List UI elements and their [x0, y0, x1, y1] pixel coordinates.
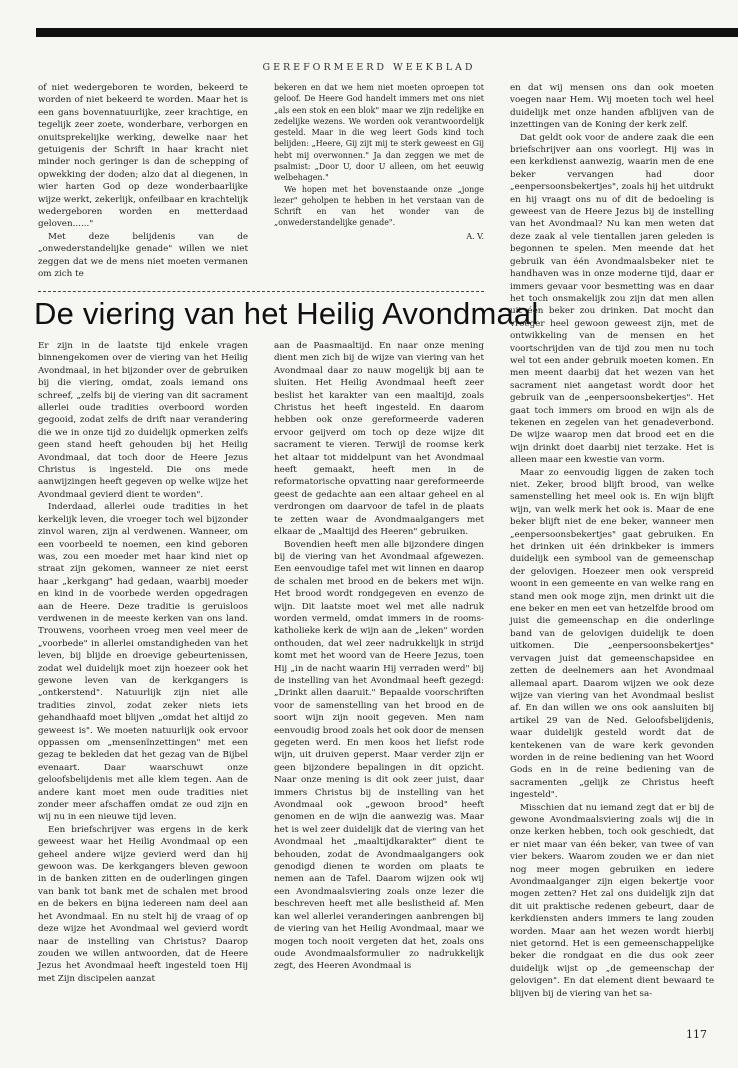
prev-article-column-2	[274, 82, 484, 242]
prev-article-column-1	[38, 82, 248, 282]
top-rule	[36, 28, 738, 37]
article-column-3	[510, 82, 714, 1022]
paragraph: Met deze belijdenis van de „onwederstandelijke genade" willen we niet zeggen dat we de mens niet moeten vermanen om zich te	[38, 231, 248, 280]
author-signature: A. V.	[466, 231, 484, 241]
paragraph: en dat wij mensen ons dan ook moeten voegen naar Hem. Wij moeten toch wel heel duidelijk met onze handen afblijven van de inzettingen van de Koning der kerk zelf.	[510, 83, 714, 131]
paragraph: Maar zo eenvoudig liggen de zaken toch niet. Zeker, brood blijft brood, van welke samenstelling het meel ook is. En wijn blijft wijn, van welk merk het ook is. Maar de ene beker blijft niet de ene beker, wanneer men „eenpersoonsbekertjes" gaat gebruiken. En het drinken uit één drinkbeker is immers duidelijk een symbool van de gemeenschap der gelovigen. Hoezeer men ook verspreid woont in een gemeente en van welke rang en stand men ook moge zijn, men drinkt uit die ene beker en men eet van hetzelfde brood om juist die gemeenschap en die onderlinge band van de gelovigen duidelijk te doen uitkomen. Die „eenpersoonsbekertjes" vervagen juist dat gemeenschapsidee en zetten de deelnemers aan het Avondmaal allemaal apart. Daarom wijzen we ook deze wijze van viering van het Avondmaal beslist af. En dan willen we ons ook aansluiten bij artikel 29 van de Ned. Geloofsbelijdenis, waar duidelijk gesteld wordt dat de kentekenen van de ware kerk gevonden worden in de reine bediening van het Woord Gods en in de reine bediening van de sacramenten „gelijk ze Christus heeft ingesteld".	[510, 467, 714, 801]
paragraph: Bovendien heeft men alle bijzondere dingen bij de viering van het Avondmaal afgewezen. Een eenvoudige tafel met wit linnen en daarop de schalen met brood en de bekers met wijn. Het brood wordt rondgegeven en evenzo de wijn. Dit laatste moet wel met alle nadruk worden vermeld, omdat immers in de rooms-katholieke kerk de wijn aan de „leken" worden onthouden, dat wel zeer nadrukkelijk in strijd komt met het woord van de Heere Jezus, toen Hij „in de nacht waarin Hij verraden werd" bij de instelling van het Avondmaal heeft gezegd: „Drinkt allen daaruit." Bepaalde voorschriften voor de samenstelling van het brood en de soort wijn zijn nooit gegeven. Men nam eenvoudig brood zoals het ook door de mensen gegeten werd. En men koos het liefst rode wijn, uit druiven geperst. Maar verder zijn er geen bijzondere bepalingen in dit opzicht. Naar onze mening is dit ook zeer juist, daar immers Christus bij de instelling van het Avondmaal ook „gewoon brood" heeft genomen en de wijn die aanwezig was. Maar het is wel zeer duidelijk dat de viering van het Avondmaal het „maaltijdkarakter" dient te behouden, zodat de Avondmaalgangers ook genodigd dienen te worden om plaats te nemen aan de Tafel. Daarom wijzen ook wij een Avondmaalsviering zoals onze lezer die beschreven heeft met alle beslistheid af. Men kan wel allerlei veranderingen aanbrengen bij de viering van het Heilig Avondmaal, maar we mogen toch nooit vergeten dat het, zoals ons oude Avondmaalsformulier zo nadrukkelijk zegt, des Heeren Avondmaal is	[274, 539, 484, 972]
paragraph: aan de Paasmaaltijd. En naar onze mening dient men zich bij de wijze van viering van het Avondmaal daar zo nauw mogelijk bij aan te sluiten. Het Heilig Avondmaal heeft zeer beslist het karakter van een maaltijd, zoals Christus het heeft ingesteld. En daarom hebben ook onze gereformeerde vaderen ervoor geijverd om toch op deze wijze dit sacrament te vieren. Terwijl de roomse kerk het altaar tot middelpunt van het Avondmaal heeft gemaakt, heeft men in de reformatorische opvatting naar gereformeerde geest de gedachte aan een altaar geheel en al verdrongen om daarvoor de tafel in de plaats te zetten waar de Avondmaalgangers met elkaar de „Maaltijd des Heeren" gebruiken.	[274, 341, 484, 538]
article-title: De viering van het Heilig Avondmaal	[34, 296, 539, 331]
paragraph: Er zijn in de laatste tijd enkele vragen binnengekomen over de viering van het Heilig Avondmaal, in het bijzonder over de gebruiken bij die viering, omdat, zoals iemand ons schreef, „zelfs bij de viering van dit sacrament allerlei oude tradities overboord worden gegooid, zodat zelfs de drift naar verandering die we in onze tijd zo duidelijk opmerken zelfs geen stand heeft gehouden bij het Heilig Avondmaal, dat toch door de Heere Jezus Christus is ingesteld. Die ons mede aanwijzingen heeft gegeven op welke wijze het Avondmaal gevierd dient te worden".	[38, 341, 248, 500]
paragraph: Dat geldt ook voor de andere zaak die een briefschrijver aan ons voorlegt. Hij was in een kerkdienst aanwezig, waarin men de ene beker vervangen had door „eenpersoonsbekertjes", zoals hij het uitdrukt en hij vraagt ons nu of dit de bedoeling is geweest van de Heere Jezus bij de instelling van het Avondmaal? Nu kan men weten dat deze zaak al vele tientallen jaren geleden is begonnen te spelen. Men meende dat het gebruik van één Avondmaalsbeker niet te handhaven was in onze moderne tijd, daar er immers gevaar voor besmetting was en daar het toch onsmakelijk zou zijn dat men allen uit één beker zou drinken. Dat mocht dan vroeger heel gewoon geweest zijn, met de ontwikkeling van de mensen en het voortschrijden van de tijd zou men nu toch wel tot een ander gebruik moeten komen. En men meent daarbij dat het wezen van het sacrament niet aangetast wordt door het gebruik van de „eenpersoonsbekertjes". Het gaat toch immers om brood en wijn als de tekenen en zegelen van het genadeverbond. De wijze waarop men dat brood eet en die wijn drinkt doet daarbij niet terzake. Het is alleen maar een kwestie van vorm.	[510, 132, 714, 466]
paragraph: We hopen met het bovenstaande onze „jonge lezer" geholpen te hebben in het verstaan van de Schrift en van het wonder van de „onwederstandelijke genade".	[274, 184, 484, 228]
paragraph: Een briefschrijver was ergens in de kerk geweest waar het Heilig Avondmaal op een geheel andere wijze gevierd werd dan hij gewoon was. De kerkgangers bleven gewoon in de banken zitten en de ouderlingen gingen van bank tot bank met de schalen met brood en de bekers en bijna iedereen nam deel aan het Avondmaal. En nu stelt hij de vraag of op deze wijze het Avondmaal wel gevierd wordt naar de instelling van Christus? Daarop zouden we willen antwoorden, dat de Heere Jezus het Avondmaal heeft ingesteld toen Hij met Zijn discipelen aanzat	[38, 824, 248, 984]
publication-header: GEREFORMEERD WEEKBLAD	[262, 62, 476, 73]
article-column-1	[38, 340, 248, 1042]
paragraph: bekeren en dat we hem niet moeten oproepen tot geloof. De Heere God handelt immers met ons niet „als een stok en een blok" maar we zijn redelijke en zedelijke wezens. We worden ook verantwoordelijk gesteld. Maar in die weg leert Gods kind toch belijden: „Heere, Gij zijt mij te sterk geweest en Gij hebt mij overwonnen." Ja dan zeggen we met de psalmist: „Door U, door U alleen, om het eeuwig welbehagen."	[274, 83, 484, 183]
paragraph: Inderdaad, allerlei oude tradities in het kerkelijk leven, die vroeger toch wel bijzonder zinvol waren, zijn al verdwenen. Wanneer, om een voorbeeld te noemen, een kind geboren was, zou een moeder met haar kind niet op straat zijn gekomen, wanneer ze niet eerst haar „kerkgang" had gedaan, waarbij moeder en kind in de voorbede werden opgedragen aan de Heere. Deze traditie is geruisloos verdwenen in de meeste kerken van ons land. Trouwens, voorheen vroeg men veel meer de „voorbede" in allerlei omstandigheden van het leven, bij blijde en droevige gebeurtenissen, zodat wel duidelijk moet zijn hoezeer ook het gewone leven van de kerkgangers is „ontkerstend". Natuurlijk zijn niet alle tradities zinvol, zodat zeker niets iets gehandhaafd moet blijven „omdat het altijd zo geweest is". We moeten natuurlijk ook ervoor oppassen om „mensenïnzettingen" met een gezag te bekleden dat het gezag van de Bijbel evenaart. Daar waarschuwt onze geloofsbelijdenis met alle klem tegen. Aan de andere kant moet men oude tradities niet zonder meer afschaffen omdat ze oud zijn en wij nu in een nieuwe tijd leven.	[38, 502, 248, 823]
article-divider	[38, 291, 484, 292]
page-number: 117	[686, 1028, 707, 1041]
article-column-2	[274, 340, 484, 1042]
paragraph: Misschien dat nu iemand zegt dat er bij de gewone Avondmaalsviering zoals wij die in onze kerken hebben, toch ook geschiedt, dat er niet maar van één beker, van twee of van vier bekers. Waarom zouden we er dan niet nog meer mogen gebruiken en iedere Avondmaalganger zijn eigen bekertje voor mogen zetten? Het zal ons duidelijk zijn dat dit uit praktische redenen gebeurt, daar de kerkdiensten anders immers te lang zouden worden. Maar aan het wezen wordt hierbij niet getornd. Het is een gemeenschappelijke beker die rondgaat en die dus ook zeer duidelijk wijst op „de gemeenschap der gelovigen". En dat element dient bewaard te blijven bij de viering van het sa-	[510, 802, 714, 999]
paragraph: of niet wedergeboren te worden, bekeerd te worden of niet bekeerd te worden. Maar het is een gans bovennatuurlijke, zeer krachtige, en tegelijk zeer zoete, wonderbare, verborgen en onuitsprekelijke werking, dewelke naar het getuigenis der Schrift in haar kracht niet minder noch geringer is dan de schepping of opwekking der doden; alzo dat al diegenen, in wier harten God op deze wonderbaarlijke wijze werkt, zekerlijk, onfeilbaar en krachtelijk wedergeboren worden en metterdaad geloven......"	[38, 83, 248, 230]
